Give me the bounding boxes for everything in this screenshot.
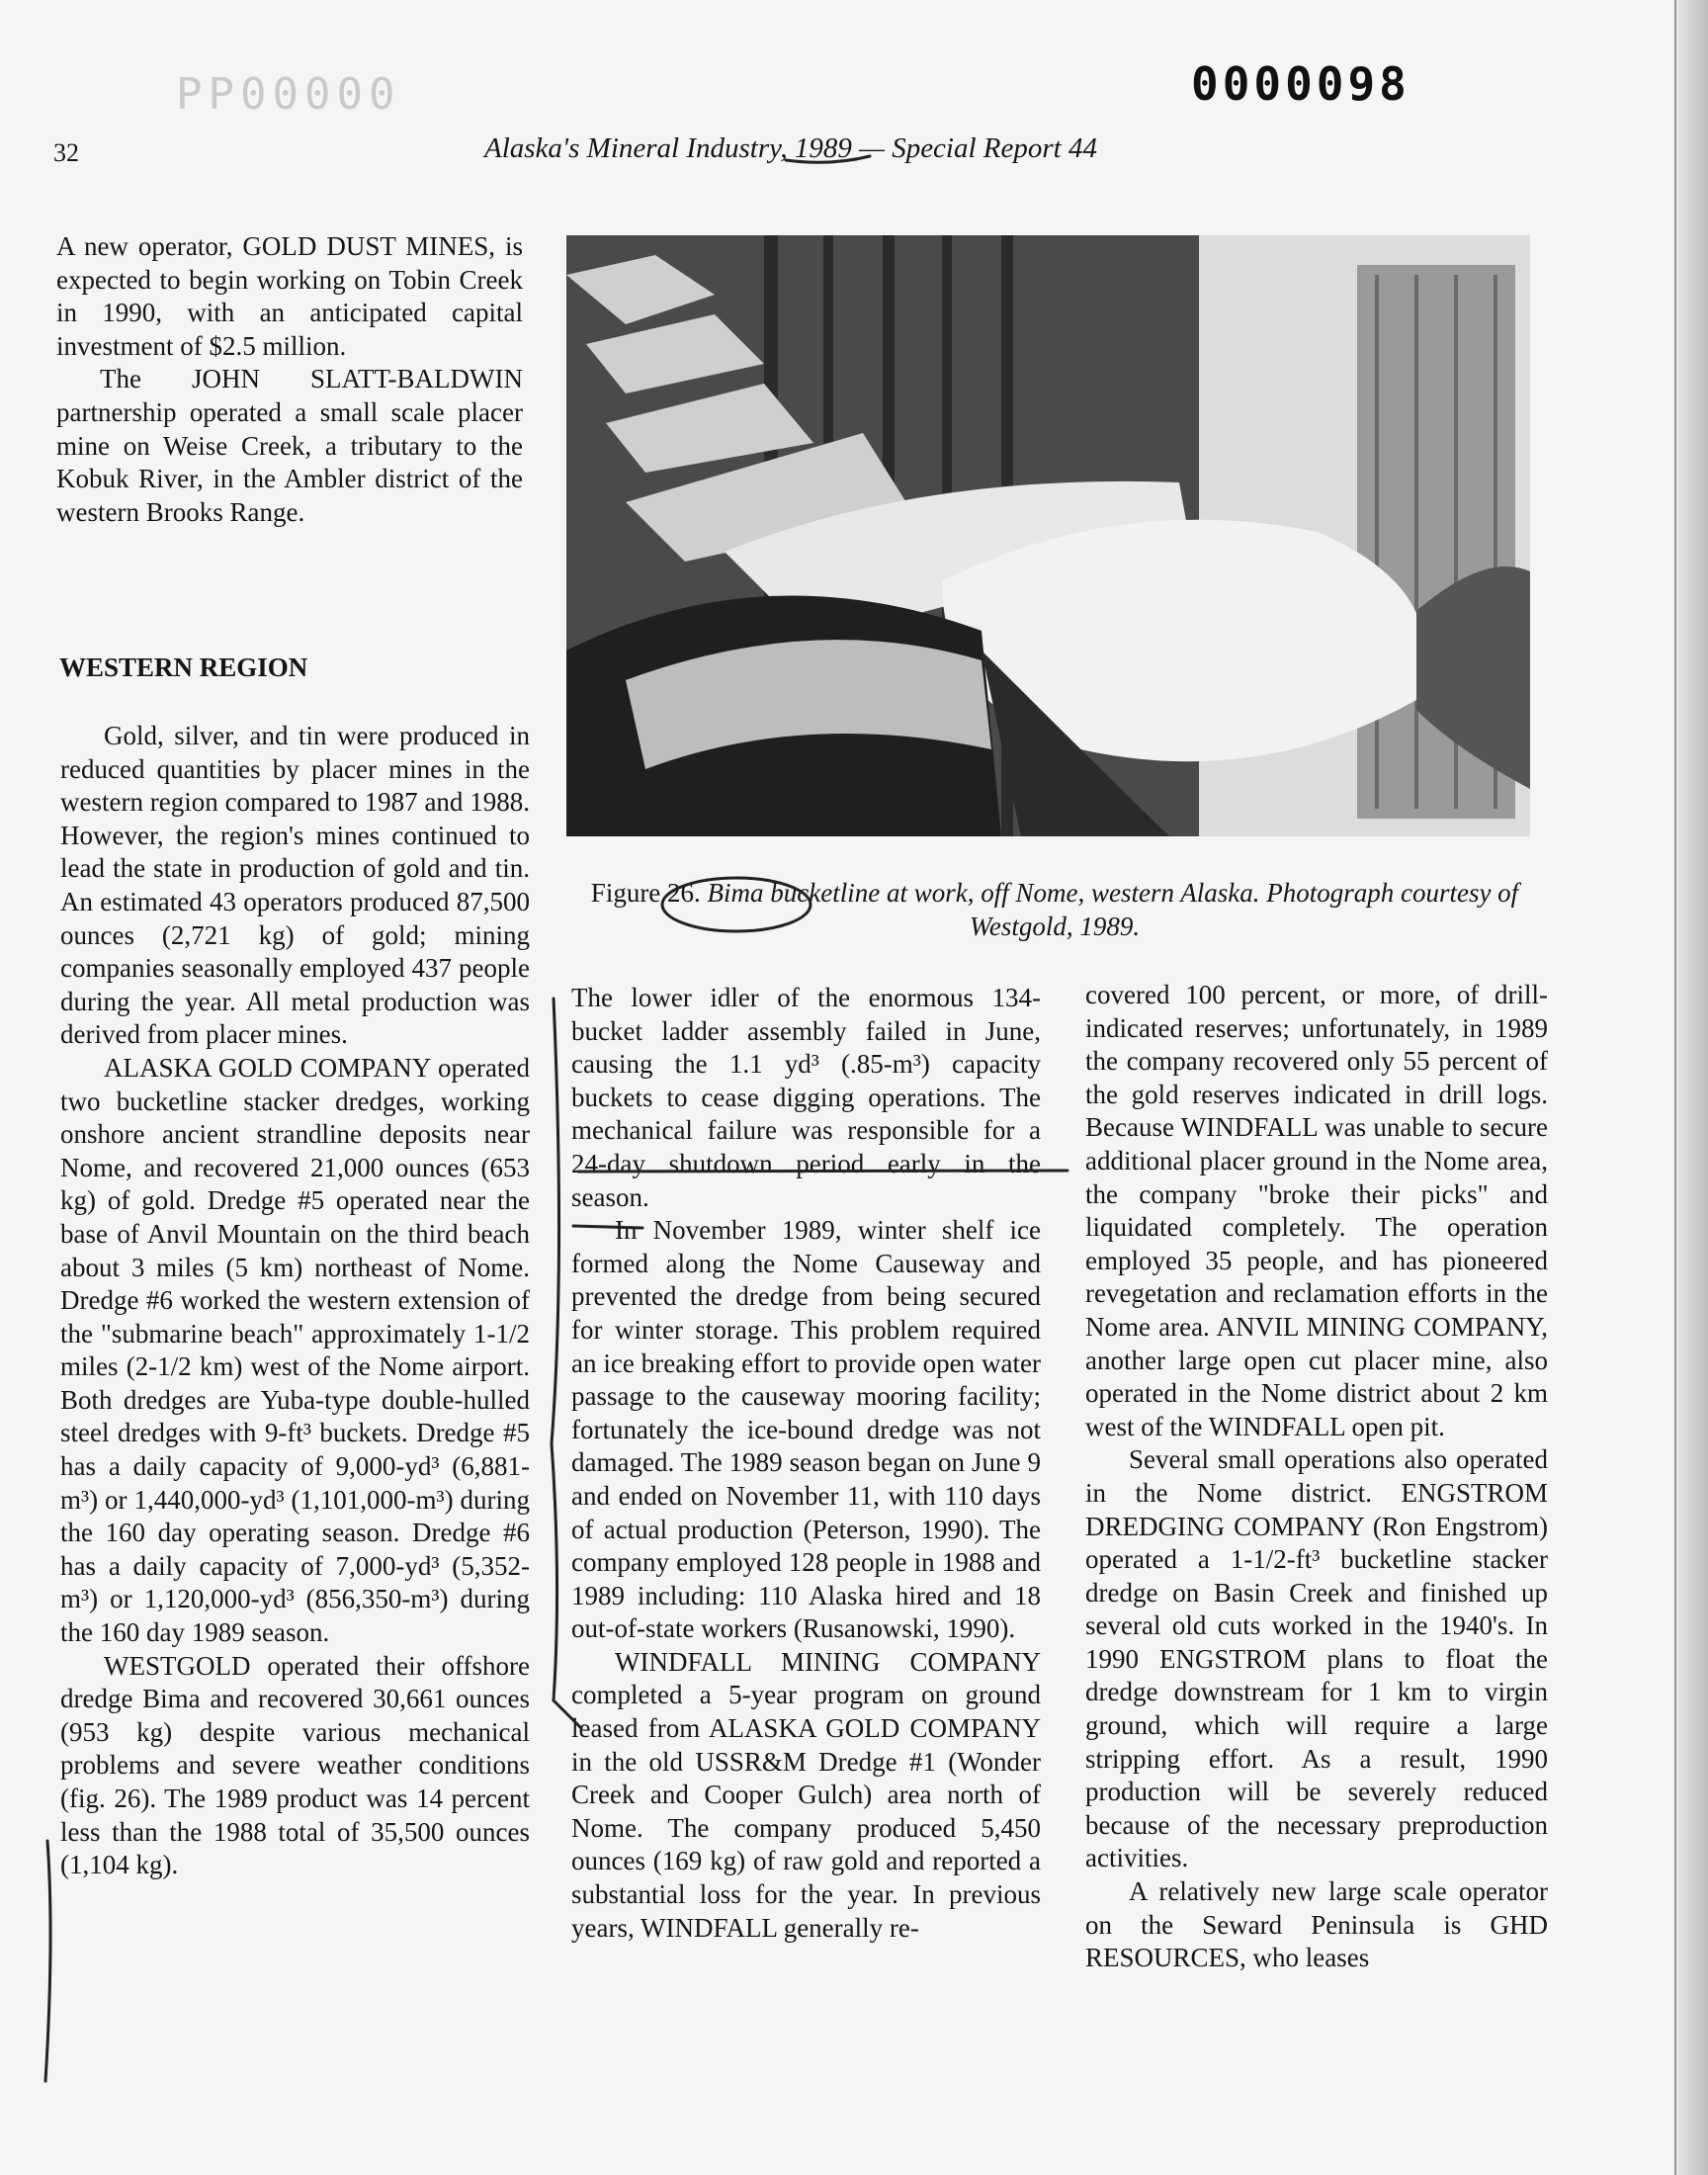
figure-caption-text: Bima bucketline at work, off Nome, western Alaska. Photograph courtesy of Westgold, 1989. (707, 878, 1519, 941)
figure-photo (566, 235, 1530, 836)
paragraph-alaska-gold: ALASKA GOLD COMPANY operated two bucketline stacker dredges, working onshore ancient strandline deposits near Nome, and recovered 21,000 ounces (653 kg) of gold. Dredge #5 operated near the base of Anvil Mountain on the third beach about 3 miles (5 km) northeast of Nome. Dredge #6 worked the western extension of the "submarine beach" approximately 1-1/2 miles (2-1/2 km) west of the Nome airport. Both dredges are Yuba-type double-hulled steel dredges with 9-ft³ buckets. Dredge #5 has a daily capacity of 9,000-yd³ (6,881-m³) or 1,440,000-yd³ (1,101,000-m³) during the 160 day operating season. Dredge #6 has a daily capacity of 7,000-yd³ (5,352-m³) or 1,120,000-yd³ (856,350-m³) during the 160 day 1989 season. (60, 1052, 530, 1648)
paragraph-westgold: WESTGOLD operated their offshore dredge Bima and recovered 30,661 ounces (953 kg) despite various mechanical problems and severe weather conditions (fig. 26). The 1989 product was 14 percent less than the 1988 total of 35,500 ounces (1,104 kg). (60, 1650, 530, 1880)
margin-bracket-middle (552, 999, 559, 1700)
figure-label: Figure 26. (590, 878, 701, 908)
paragraph-western-region: Gold, silver, and tin were produced in reduced quantities by placer mines in the western region compared to 1987 and 1988. However, the region's mines continued to lead the state in production of gold and tin. An estimated 43 operators produced 87,500 ounces (2,721 kg) of gold; mining companies seasonally employed 437 people during the year. All metal production was derived from placer mines. (60, 721, 530, 1050)
paragraph-gold-dust-mines: A new operator, GOLD DUST MINES, is expected to begin working on Tobin Creek in 1990, with an anticipated capital investment of $2.5 million. (56, 231, 523, 361)
page-edge-shadow (1674, 0, 1708, 2175)
left-column-top (56, 230, 523, 529)
faint-stamp: PP00000 (176, 69, 401, 120)
middle-column (571, 982, 1041, 1945)
paragraph-windfall: WINDFALL MINING COMPANY completed a 5-year program on ground leased from ALASKA GOLD COMPANY in the old USSR&M Dredge #1 (Wonder Creek and Cooper Gulch) area north of Nome. The company produced 5,450 ounces (169 kg) of raw gold and reported a substantial loss for the year. In previous years, WINDFALL generally re- (571, 1646, 1041, 1943)
bates-number: 0000098 (1191, 57, 1410, 111)
bucketline-photo-graphic (566, 235, 1530, 836)
margin-bracket-left (45, 1841, 50, 2081)
section-heading: WESTERN REGION (59, 652, 308, 682)
paragraph-windfall-continued: covered 100 percent, or more, of drill-indicated reserves; unfortunately, in 1989 the company recovered only 55 percent of the gold reserves indicated in drill logs. Because WINDFALL was unable to secure additional placer ground in the Nome area, the company "broke their picks" and liquidated completely. The operation employed 35 people, and has pioneered revegetation and reclamation efforts in the Nome area. ANVIL MINING COMPANY, another large open cut placer mine, also operated in the Nome district about 2 km west of the WINDFALL open pit. (1085, 980, 1548, 1441)
left-column-bottom (60, 720, 530, 1882)
paragraph-ghd-resources: A relatively new large scale operator on the Seward Peninsula is GHD RESOURCES, who leases (1085, 1876, 1548, 1973)
paragraph-slatt-baldwin: The JOHN SLATT-BALDWIN partnership operated a small scale placer mine on Weise Creek, a tributary to the Kobuk River, in the Ambler district of the western Brooks Range. (56, 364, 523, 527)
running-head: Alaska's Mineral Industry, 1989 — Special Report 44 (484, 132, 1097, 164)
page-number: 32 (53, 138, 79, 167)
paragraph-idler-failure: The lower idler of the enormous 134-bucket ladder assembly failed in June, causing the 1.1 yd³ (.85-m³) capacity buckets to cease digging operations. The mechanical failure was responsible for a 24-day shutdown period early in the season. (571, 983, 1041, 1212)
right-column (1085, 979, 1548, 1975)
figure-caption (566, 876, 1543, 943)
paragraph-engstrom: Several small operations also operated in the Nome district. ENGSTROM DREDGING COMPANY (Ron Engstrom) operated a 1-1/2-ft³ bucketline stacker dredge on Basin Creek and finished up several old cuts worked in the 1940's. In 1990 ENGSTROM plans to float the dredge downstream for 1 km to virgin ground, which will require a large stripping effort. As a result, 1990 production will be severely reduced because of the necessary preproduction activities. (1085, 1444, 1548, 1873)
paragraph-shelf-ice: In November 1989, winter shelf ice formed along the Nome Causeway and prevented the dredge from being secured for winter storage. This problem required an ice breaking effort to provide open water passage to the causeway mooring facility; fortunately the ice-bound dredge was not damaged. The 1989 season began on June 9 and ended on November 11, with 110 days of actual production (Peterson, 1990). The company employed 128 people in 1988 and 1989 including: 110 Alaska hired and 18 out-of-state workers (Rusanowski, 1990). (571, 1215, 1041, 1644)
